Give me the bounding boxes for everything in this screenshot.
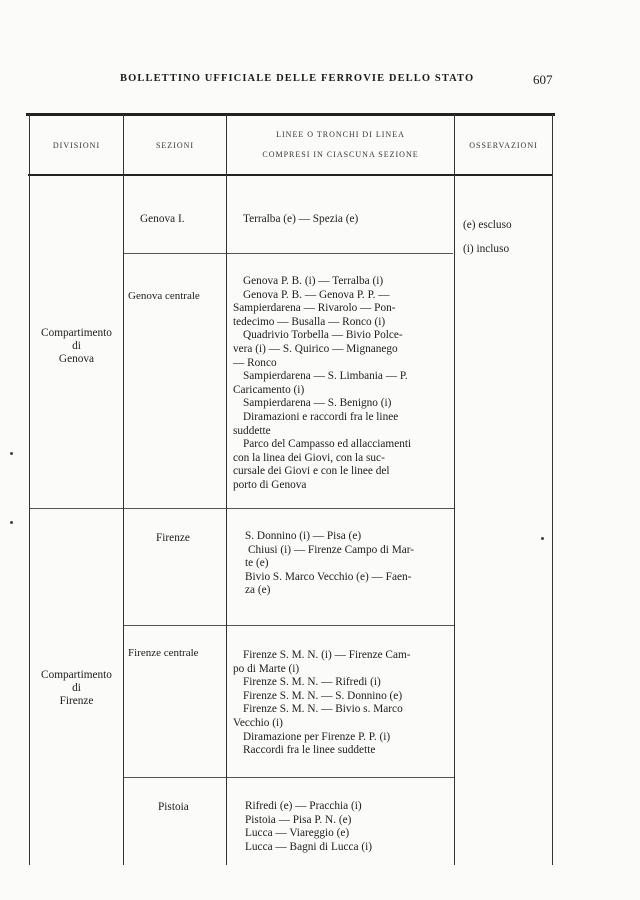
observations-cell xyxy=(463,213,512,261)
column-header-divisioni: DIVISIONI xyxy=(52,141,101,150)
line-entry: Bivio S. Marco Vecchio (e) — Faen- xyxy=(245,570,412,583)
lines-cell xyxy=(245,800,372,854)
line-entry: Pistoia — Pisa P. N. (e) xyxy=(245,813,352,826)
page-header xyxy=(0,73,640,93)
line-entry: porto di Genova xyxy=(233,478,307,491)
division-line: di xyxy=(72,340,81,352)
line-entry: za (e) xyxy=(245,584,271,597)
line-entry: vera (i) — S. Quirico — Mignanego xyxy=(233,342,398,355)
section-name: Genova I. xyxy=(140,213,185,225)
line-entry: Sampierdarena — S. Benigno (i) xyxy=(243,397,392,410)
line-entry: Lucca — Bagni di Lucca (i) xyxy=(245,840,373,853)
section-name: Pistoia xyxy=(158,801,189,813)
linee-osservazioni-rule xyxy=(454,114,455,865)
division-line: Compartimento xyxy=(41,669,112,681)
table-right-rule xyxy=(552,114,553,865)
line-entry: tedecimo — Busalla — Ronco (i) xyxy=(233,315,386,328)
divisioni-sezioni-rule xyxy=(123,114,124,865)
line-entry: Diramazioni e raccordi fra le linee xyxy=(243,410,399,423)
line-entry: Diramazione per Firenze P. P. (i) xyxy=(243,730,391,743)
observation-entry: (e) escluso xyxy=(463,219,512,231)
line-entry: suddette xyxy=(233,424,271,437)
line-entry: Lucca — Viareggio (e) xyxy=(245,827,350,840)
line-entry: — Ronco xyxy=(233,356,277,369)
division-firenze xyxy=(30,669,123,708)
division-line: Firenze xyxy=(59,695,94,707)
line-entry: Firenze S. M. N. (i) — Firenze Cam- xyxy=(243,649,411,661)
lines-cell xyxy=(245,530,414,598)
section-name: Genova centrale xyxy=(128,290,200,302)
column-header-osservazioni: OSSERVAZIONI xyxy=(469,141,538,150)
line-entry: Caricamento (i) xyxy=(233,383,305,396)
scan-speck xyxy=(10,521,13,524)
line-entry: Terralba (e) — Spezia (e) xyxy=(243,213,359,225)
line-entry: Sampierdarena — S. Limbania — P. xyxy=(243,370,408,383)
line-entry: Genova P. B. (i) — Terralba (i) xyxy=(243,275,384,287)
line-entry: Firenze S. M. N. — Rifredi (i) xyxy=(243,676,381,689)
division-genova xyxy=(30,327,123,366)
genova-section-rule xyxy=(124,253,453,254)
division-line: Genova xyxy=(58,353,95,365)
line-entry: Parco del Campasso ed allacciamenti xyxy=(243,438,412,451)
line-entry: Raccordi fra le linee suddette xyxy=(243,744,376,757)
page-number: 607 xyxy=(533,72,553,87)
firenze-section-rule-2 xyxy=(124,777,454,778)
section-name: Firenze centrale xyxy=(128,647,199,659)
column-header-linee-1: LINEE O TRONCHI DI LINEA xyxy=(276,130,405,139)
column-header-sezioni: SEZIONI xyxy=(155,141,195,150)
sezioni-linee-rule xyxy=(226,114,227,865)
line-entry: Firenze S. M. N. — S. Donnino (e) xyxy=(243,689,403,702)
line-entry: te (e) xyxy=(245,557,269,570)
header-title: BOLLETTINO UFFICIALE DELLE FERROVIE DELLO STATO xyxy=(120,73,475,84)
scan-speck xyxy=(10,452,13,455)
line-entry: S. Donnino (i) — Pisa (e) xyxy=(245,530,362,542)
line-entry: Rifredi (e) — Pracchia (i) xyxy=(245,800,362,812)
division-line: di xyxy=(72,682,81,694)
line-entry: po di Marte (i) xyxy=(233,662,300,675)
table-top-rule xyxy=(26,113,555,116)
line-entry: Quadrivio Torbella — Bivio Polce- xyxy=(243,329,403,342)
line-entry: cursale dei Giovi e con le linee del xyxy=(233,465,390,478)
division-line: Compartimento xyxy=(41,327,112,339)
division-rule xyxy=(30,508,454,509)
scan-speck xyxy=(541,537,544,540)
observation-entry: (i) incluso xyxy=(463,243,510,255)
lines-cell xyxy=(243,213,358,227)
column-header-linee-2: COMPRESI IN CIASCUNA SEZIONE xyxy=(262,150,419,159)
line-entry: Sampierdarena — Rivarolo — Pon- xyxy=(233,302,396,315)
lines-cell xyxy=(233,275,412,493)
lines-cell xyxy=(233,649,411,758)
line-entry: Vecchio (i) xyxy=(233,716,283,729)
table-left-rule xyxy=(29,114,30,865)
line-entry: Firenze S. M. N. — Bivio s. Marco xyxy=(243,703,403,716)
line-entry: con la linea dei Giovi, con la suc- xyxy=(233,451,385,464)
section-name: Firenze xyxy=(156,532,190,544)
line-entry: Genova P. B. — Genova P. P. — xyxy=(243,288,390,301)
firenze-section-rule-1 xyxy=(124,625,454,626)
table-header-rule xyxy=(28,174,553,176)
line-entry: Chiusi (i) — Firenze Campo di Mar- xyxy=(248,543,415,556)
